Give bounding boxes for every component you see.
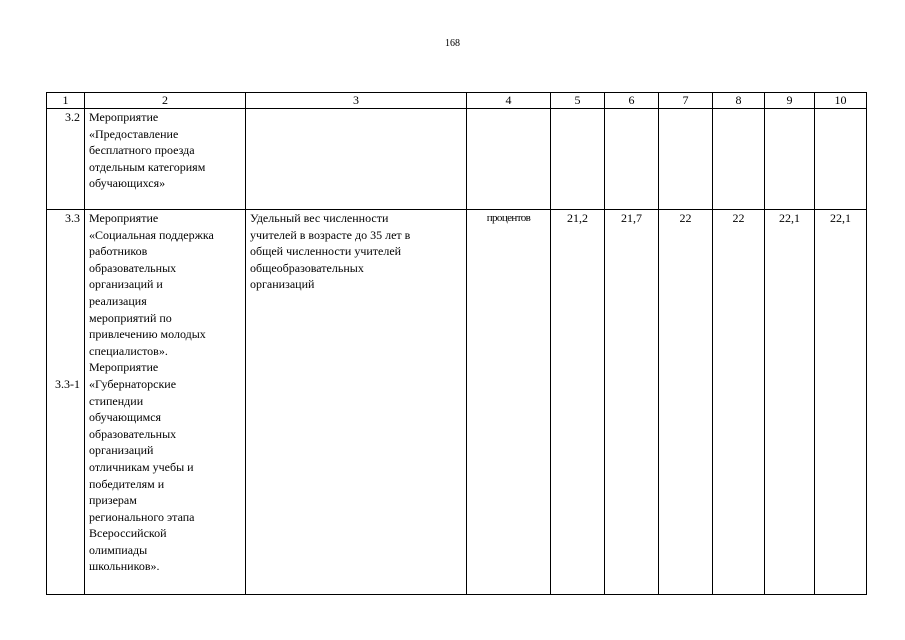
column-header: 1 xyxy=(47,93,85,109)
column-header: 6 xyxy=(605,93,659,109)
value-cell: 22,1 xyxy=(815,210,867,595)
indicators-table xyxy=(46,92,867,595)
unit-cell xyxy=(467,109,551,210)
value-cell: 21,2 xyxy=(551,210,605,595)
value-cell: 22 xyxy=(659,210,713,595)
row-number: 3.2 xyxy=(47,109,85,210)
column-header: 10 xyxy=(815,93,867,109)
row-number-cell xyxy=(47,210,85,595)
value-cell: 22,1 xyxy=(765,210,815,595)
column-header: 8 xyxy=(713,93,765,109)
indicator-cell: Удельный вес численности учителей в возрасте до 35 лет в общей численности учителей общеобразовательных организаций xyxy=(246,210,467,595)
event-cell: Мероприятие «Предоставление бесплатного проезда отдельным категориям обучающихся» xyxy=(85,109,246,210)
column-header: 4 xyxy=(467,93,551,109)
value-cell xyxy=(765,109,815,210)
column-header: 2 xyxy=(85,93,246,109)
value-cell xyxy=(659,109,713,210)
event-cell: Мероприятие «Социальная поддержка работников образовательных организаций и реализация мероприятий по привлечению молодых специалистов». Мероприятие «Губернаторские стипендии обучающимся образовательных организаций отличникам учебы и победителям и призерам регионального этапа Всероссийской олимпиады школьников». xyxy=(85,210,246,595)
row-number: 3.3 xyxy=(65,211,80,225)
value-cell xyxy=(815,109,867,210)
column-number-row xyxy=(47,93,867,109)
column-header: 7 xyxy=(659,93,713,109)
table-row xyxy=(47,210,867,595)
column-header: 3 xyxy=(246,93,467,109)
sub-row-number: 3.3-1 xyxy=(55,376,80,391)
column-header: 9 xyxy=(765,93,815,109)
column-header: 5 xyxy=(551,93,605,109)
page-number: 168 xyxy=(445,38,460,49)
value-cell xyxy=(551,109,605,210)
value-cell: 21,7 xyxy=(605,210,659,595)
unit-cell: процентов xyxy=(467,210,551,595)
value-cell xyxy=(713,109,765,210)
value-cell: 22 xyxy=(713,210,765,595)
table-row xyxy=(47,109,867,210)
indicator-cell xyxy=(246,109,467,210)
value-cell xyxy=(605,109,659,210)
